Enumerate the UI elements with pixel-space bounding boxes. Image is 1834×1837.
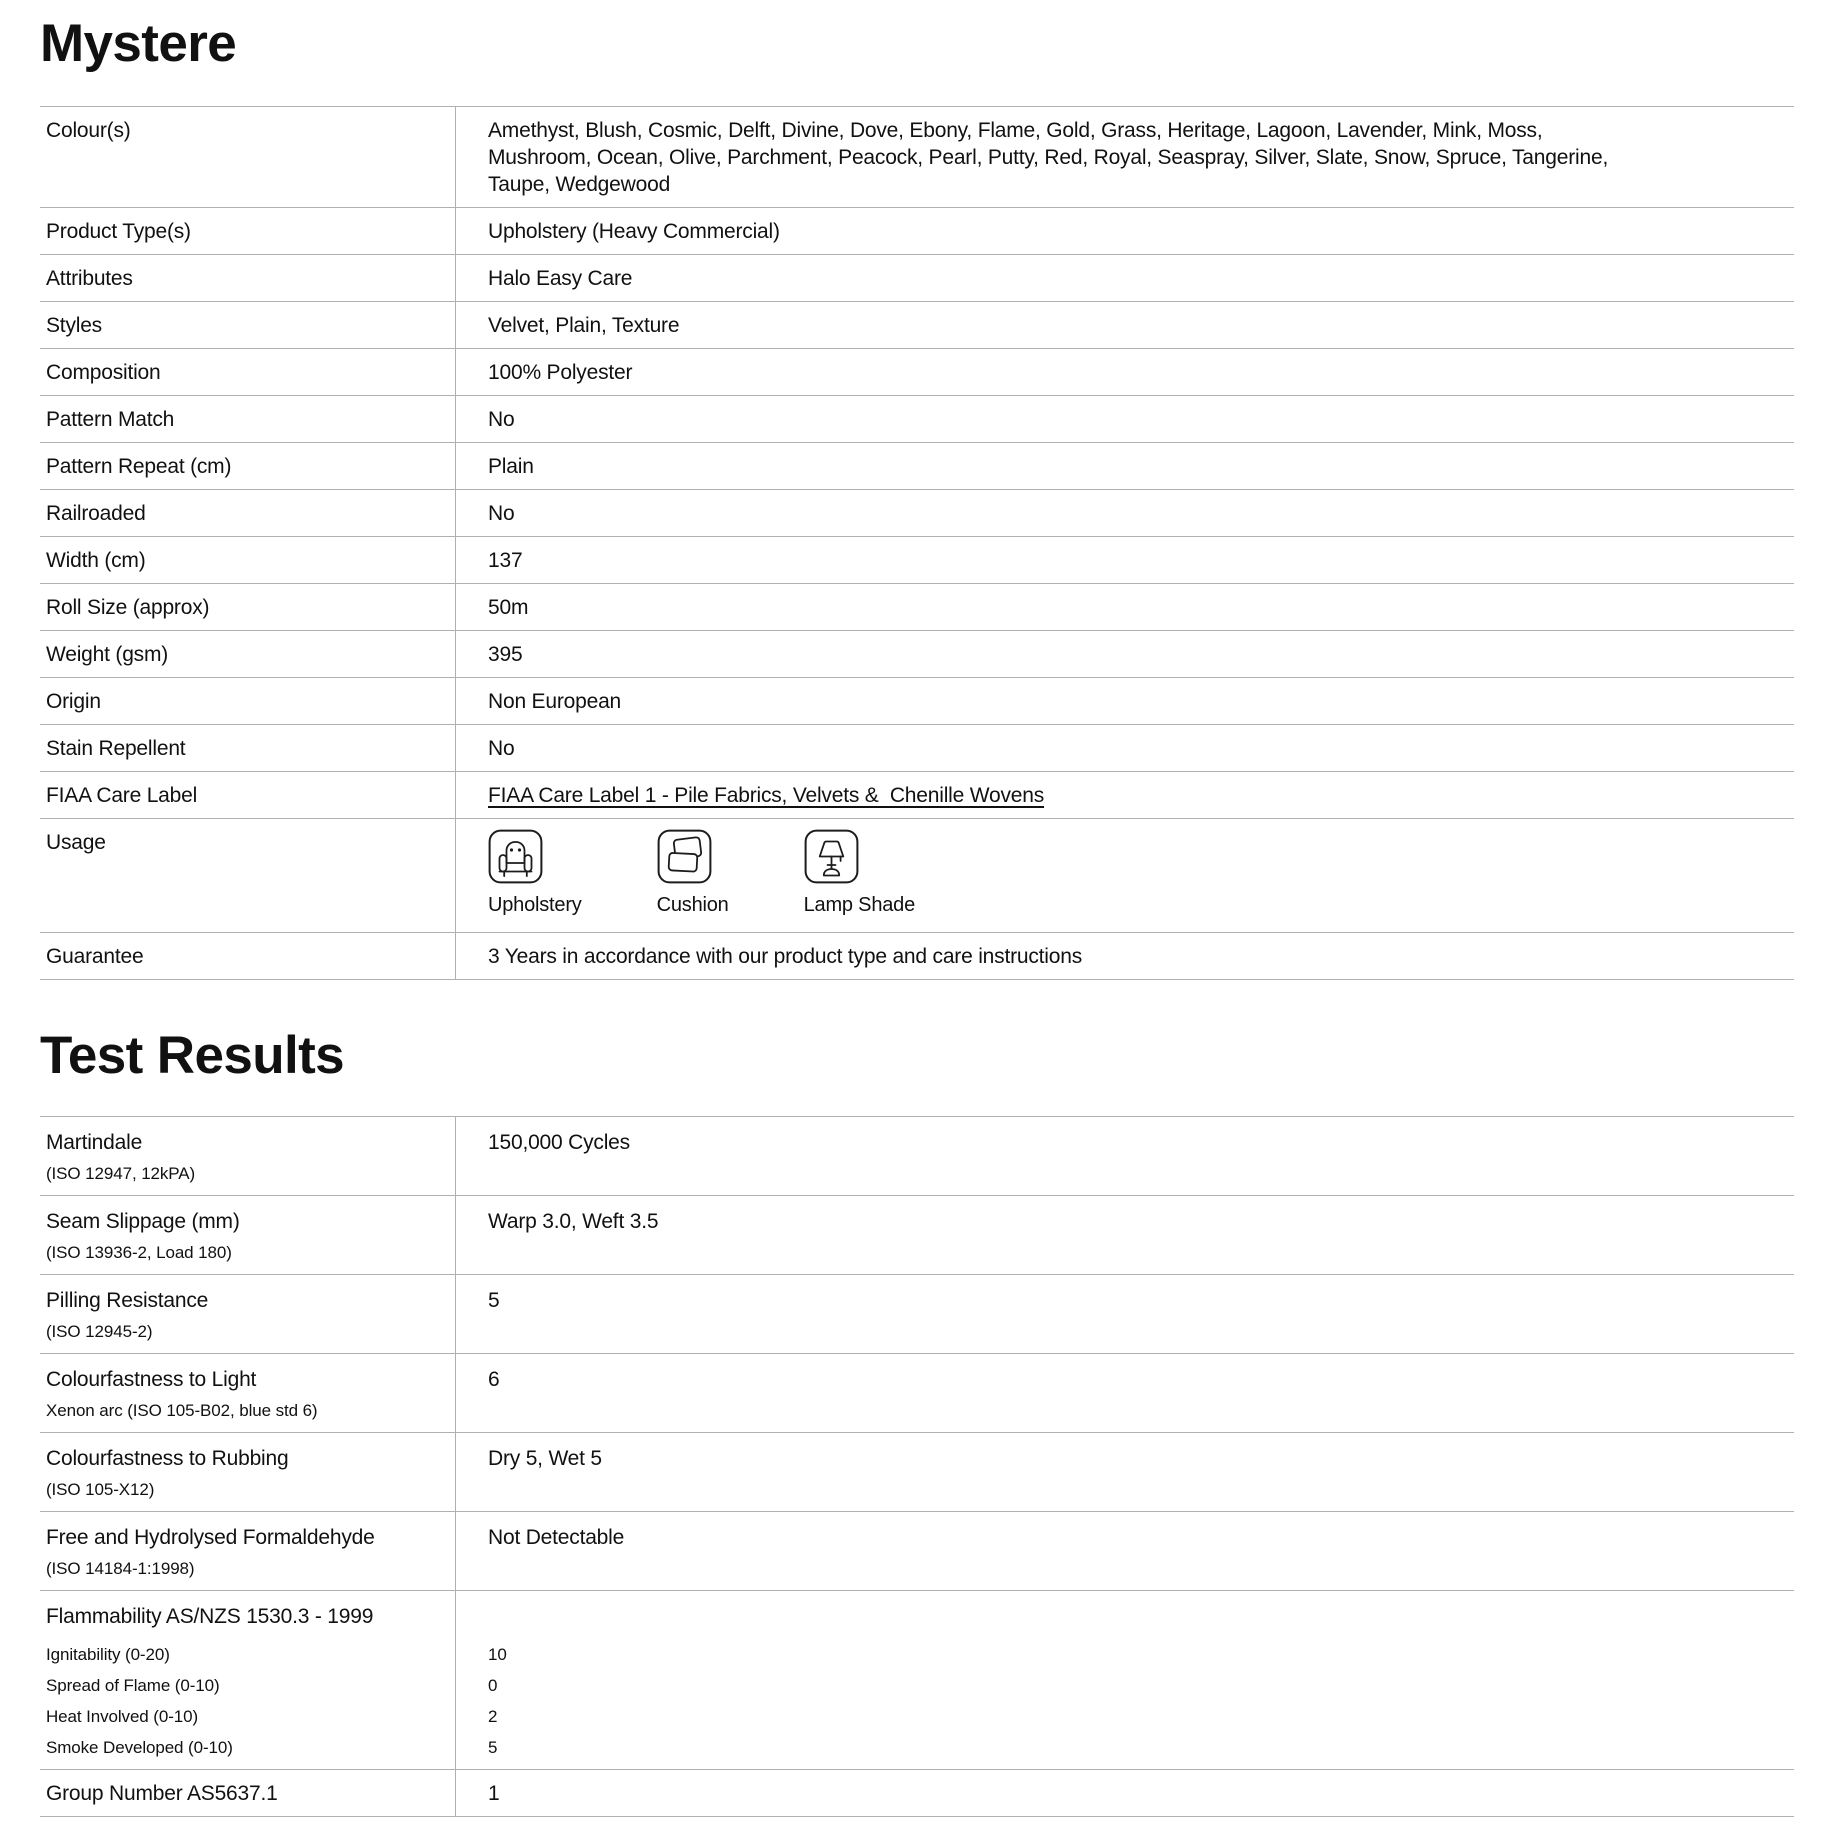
flammability-value: 2 xyxy=(488,1707,498,1726)
spec-label: Composition xyxy=(46,361,161,384)
spec-value: No xyxy=(455,490,1794,536)
spec-row-roll-size xyxy=(40,584,1794,631)
spec-row-styles xyxy=(40,302,1794,349)
spec-row-weight xyxy=(40,631,1794,678)
test-label xyxy=(40,1354,455,1432)
spec-row-pattern-match xyxy=(40,396,1794,443)
spec-value: 395 xyxy=(455,631,1794,677)
lamp-shade-icon xyxy=(804,829,859,884)
spec-label: Usage xyxy=(46,831,106,854)
spec-row-guarantee xyxy=(40,933,1794,980)
spec-value: Plain xyxy=(455,443,1794,489)
spec-row-pattern-repeat xyxy=(40,443,1794,490)
test-label-main: Free and Hydrolysed Formaldehyde xyxy=(46,1526,375,1549)
test-value: 6 xyxy=(455,1354,1794,1432)
flammability-criteria-list xyxy=(46,1639,445,1763)
spec-label: Pattern Repeat (cm) xyxy=(46,455,232,478)
usage-label: Lamp Shade xyxy=(803,894,916,916)
flammability-criterion: Ignitability (0-20) xyxy=(46,1645,170,1664)
test-label-standard: Xenon arc (ISO 105-B02, blue std 6) xyxy=(46,1401,318,1420)
spec-label: Origin xyxy=(46,690,101,713)
spec-label: Railroaded xyxy=(46,502,146,525)
test-results-heading: Test Results xyxy=(40,1026,345,1085)
spec-value: Upholstery (Heavy Commercial) xyxy=(455,208,1794,254)
flammability-value: 10 xyxy=(488,1645,507,1664)
spec-value xyxy=(455,772,1794,818)
spec-row-stain-repellent xyxy=(40,725,1794,772)
test-row-formaldehyde xyxy=(40,1512,1794,1591)
spec-label: Product Type(s) xyxy=(46,220,191,243)
flammability-value: 0 xyxy=(488,1676,498,1695)
spec-value: No xyxy=(455,396,1794,442)
spec-value: No xyxy=(455,725,1794,771)
test-label xyxy=(40,1196,455,1274)
test-label: Group Number AS5637.1 xyxy=(46,1782,278,1805)
test-label xyxy=(40,1433,455,1511)
test-label-main: Seam Slippage (mm) xyxy=(46,1210,240,1233)
test-value: Not Detectable xyxy=(455,1512,1794,1590)
test-value: 150,000 Cycles xyxy=(455,1117,1794,1195)
spec-value: 100% Polyester xyxy=(455,349,1794,395)
spec-value: Non European xyxy=(455,678,1794,724)
test-row-flammability xyxy=(40,1591,1794,1770)
test-label-main: Colourfastness to Light xyxy=(46,1368,257,1391)
test-row-seam-slippage xyxy=(40,1196,1794,1275)
page-title: Mystere xyxy=(40,14,237,73)
test-row-colourfastness-light xyxy=(40,1354,1794,1433)
spec-value: Halo Easy Care xyxy=(455,255,1794,301)
test-label-standard: (ISO 14184-1:1998) xyxy=(46,1559,195,1578)
test-row-pilling-resistance xyxy=(40,1275,1794,1354)
test-label-standard: (ISO 12945-2) xyxy=(46,1322,153,1341)
spec-label: Colour(s) xyxy=(46,119,131,142)
spec-label: Pattern Match xyxy=(46,408,175,431)
spec-row-fiaa-care-label xyxy=(40,772,1794,819)
spec-label: FIAA Care Label xyxy=(46,784,198,807)
spec-label: Width (cm) xyxy=(46,549,146,572)
test-label-main: Martindale xyxy=(46,1131,143,1154)
upholstery-armchair-icon xyxy=(488,829,543,884)
flammability-criterion: Spread of Flame (0-10) xyxy=(46,1676,220,1695)
spec-table xyxy=(40,106,1794,980)
spec-row-width xyxy=(40,537,1794,584)
test-row-colourfastness-rubbing xyxy=(40,1433,1794,1512)
spec-row-product-type xyxy=(40,208,1794,255)
test-label-main: Colourfastness to Rubbing xyxy=(46,1447,289,1470)
spec-value: 3 Years in accordance with our product type and care instructions xyxy=(455,933,1794,979)
test-value: Warp 3.0, Weft 3.5 xyxy=(455,1196,1794,1274)
usage-item-upholstery xyxy=(488,829,582,918)
spec-row-composition xyxy=(40,349,1794,396)
spec-value: 137 xyxy=(455,537,1794,583)
usage-item-lamp-shade xyxy=(804,829,915,918)
usage-label: Upholstery xyxy=(488,894,582,916)
spec-label: Guarantee xyxy=(46,945,144,968)
spec-row-attributes xyxy=(40,255,1794,302)
test-value: Dry 5, Wet 5 xyxy=(455,1433,1794,1511)
test-label xyxy=(40,1512,455,1590)
fiaa-care-label-link[interactable]: FIAA Care Label 1 - Pile Fabrics, Velvets & Chenille Wovens xyxy=(488,784,1045,807)
usage-item-cushion xyxy=(657,829,729,918)
flammability-criterion: Heat Involved (0-10) xyxy=(46,1707,199,1726)
test-label-standard: (ISO 105-X12) xyxy=(46,1480,155,1499)
test-row-martindale xyxy=(40,1117,1794,1196)
spec-value: Amethyst, Blush, Cosmic, Delft, Divine, Dove, Ebony, Flame, Gold, Grass, Heritage, Lagoon, Lavender, Mink, Moss, Mushroom, Ocean, Olive, Parchment, Peacock, Pearl, Putty, Red, Royal, Seaspray, Silver, Slate, Snow, Spruce, Tangerine, Taupe, Wedgewood xyxy=(455,107,1655,207)
test-label xyxy=(40,1275,455,1353)
test-value: 1 xyxy=(455,1770,1794,1816)
flammability-value-cell xyxy=(455,1591,1794,1769)
usage-icons-group xyxy=(455,819,1794,932)
test-label xyxy=(40,1117,455,1195)
flammability-criterion: Smoke Developed (0-10) xyxy=(46,1738,233,1757)
spec-value: Velvet, Plain, Texture xyxy=(455,302,1794,348)
spec-row-railroaded xyxy=(40,490,1794,537)
usage-label: Cushion xyxy=(656,894,729,916)
flammability-heading: Flammability AS/NZS 1530.3 - 1999 xyxy=(46,1605,374,1628)
spec-row-origin xyxy=(40,678,1794,725)
cushion-icon xyxy=(657,829,712,884)
spec-label: Attributes xyxy=(46,267,133,290)
spec-value: 50m xyxy=(455,584,1794,630)
spec-row-usage xyxy=(40,819,1794,933)
test-results-table xyxy=(40,1116,1794,1817)
spec-label: Roll Size (approx) xyxy=(46,596,210,619)
spec-row-colours xyxy=(40,107,1794,208)
test-label-standard: (ISO 13936-2, Load 180) xyxy=(46,1243,232,1262)
test-value: 5 xyxy=(455,1275,1794,1353)
flammability-values-list xyxy=(488,1639,1784,1763)
test-row-group-number xyxy=(40,1770,1794,1817)
test-label-standard: (ISO 12947, 12kPA) xyxy=(46,1164,196,1183)
flammability-value: 5 xyxy=(488,1738,498,1757)
spec-label: Styles xyxy=(46,314,102,337)
spec-label: Weight (gsm) xyxy=(46,643,169,666)
spec-label: Stain Repellent xyxy=(46,737,186,760)
flammability-label-cell xyxy=(40,1591,455,1769)
test-label-main: Pilling Resistance xyxy=(46,1289,209,1312)
